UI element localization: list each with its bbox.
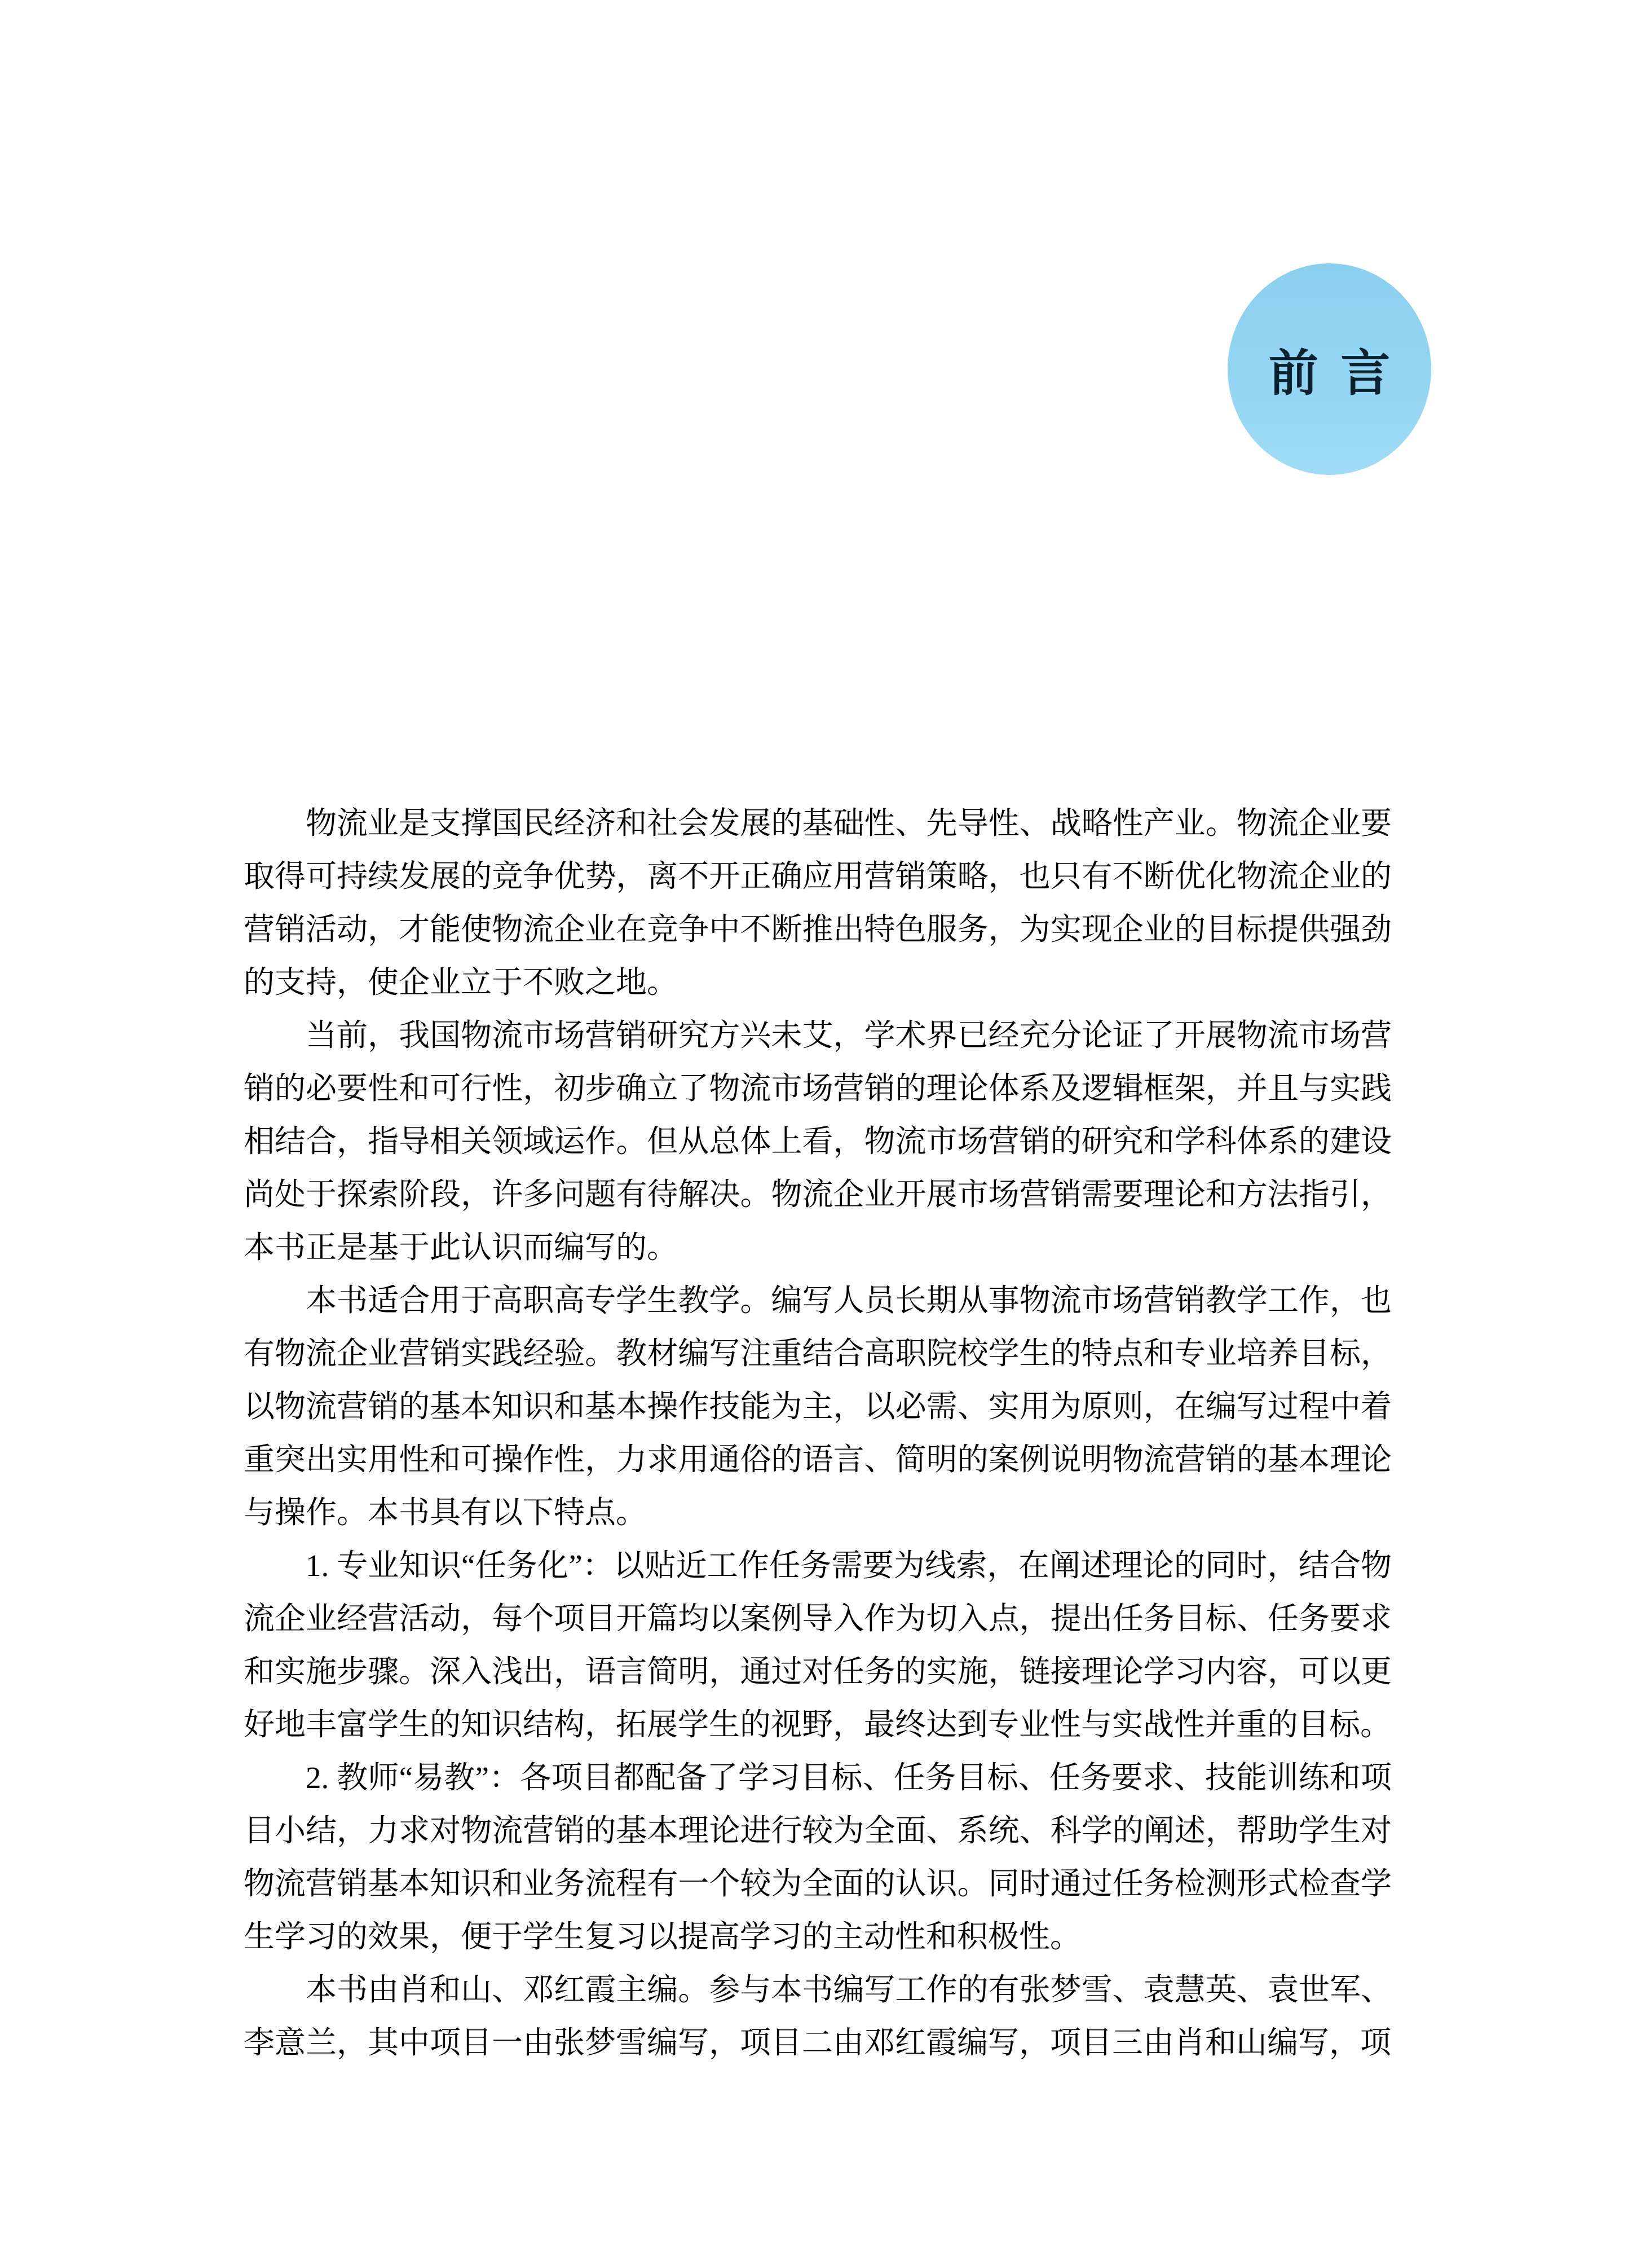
- paragraph-5: 2. 教师“易教”：各项目都配备了学习目标、任务目标、任务要求、技能训练和项目小结，力求对物流营销的基本理论进行较为全面、系统、科学的阐述，帮助学生对物流营销基本知识和业务流程有一个较为全面的认识。同时通过任务检测形式检查学生学习的效果，便于学生复习以提高学习的主动性和积极性。: [244, 1760, 1392, 1954]
- paragraph-4: 1. 专业知识“任务化”：以贴近工作任务需要为线索，在阐述理论的同时，结合物流企业经营活动，每个项目开篇均以案例导入作为切入点，提出任务目标、任务要求和实施步骤。深入浅出，语言简明，通过对任务的实施，链接理论学习内容，可以更好地丰富学生的知识结构，拓展学生的视野，最终达到专业性与实战性并重的目标。: [244, 1548, 1392, 1742]
- paragraph-6: 本书由肖和山、邓红霞主编。参与本书编写工作的有张梦雪、袁慧英、袁世军、李意兰，其中项目一由张梦雪编写，项目二由邓红霞编写，项目三由肖和山编写，项: [244, 1972, 1392, 2060]
- preface-body: [244, 797, 1392, 2069]
- paragraph-2: 当前，我国物流市场营销研究方兴未艾，学术界已经充分论证了开展物流市场营销的必要性和可行性，初步确立了物流市场营销的理论体系及逻辑框架，并且与实践相结合，指导相关领域运作。但从总体上看，物流市场营销的研究和学科体系的建设尚处于探索阶段，许多问题有待解决。物流企业开展市场营销需要理论和方法指引，本书正是基于此认识而编写的。: [244, 1018, 1392, 1265]
- paragraph-1: 物流业是支撑国民经济和社会发展的基础性、先导性、战略性产业。物流企业要取得可持续发展的竞争优势，离不开正确应用营销策略，也只有不断优化物流企业的营销活动，才能使物流企业在竞争中不断推出特色服务，为实现企业的目标提供强劲的支持，使企业立于不败之地。: [244, 806, 1392, 999]
- paragraph-3: 本书适合用于高职高专学生教学。编写人员长期从事物流市场营销教学工作，也有物流企业营销实践经验。教材编写注重结合高职院校学生的特点和专业培养目标，以物流营销的基本知识和基本操作技能为主，以必需、实用为原则，在编写过程中着重突出实用性和可操作性，力求用通俗的语言、简明的案例说明物流营销的基本理论与操作。本书具有以下特点。: [244, 1283, 1392, 1530]
- preface-title: 前言: [1268, 346, 1413, 402]
- preface-badge-circle: [1228, 263, 1431, 475]
